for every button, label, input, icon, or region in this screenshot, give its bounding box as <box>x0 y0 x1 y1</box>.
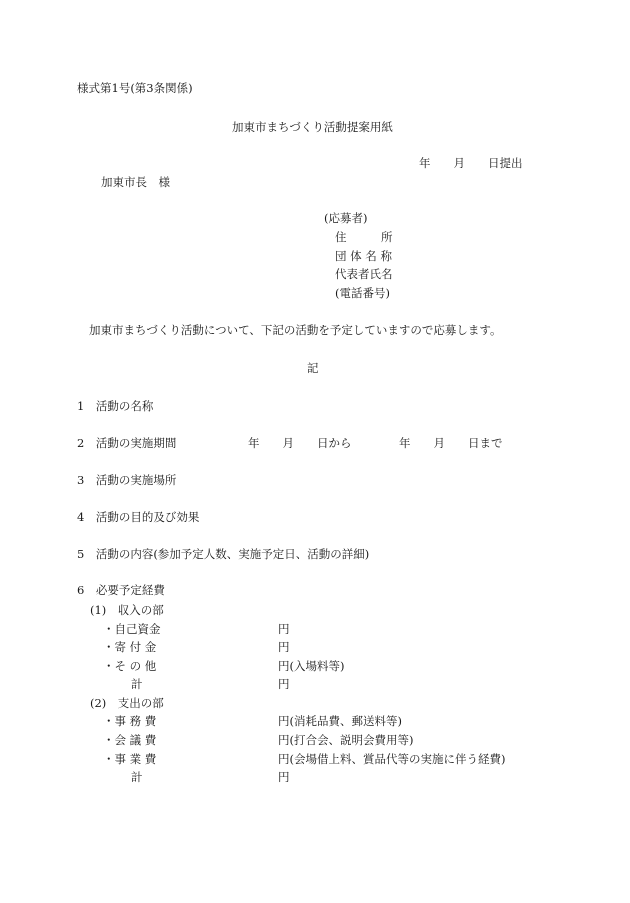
income-row-label: ・寄 付 金 <box>103 640 157 654</box>
item-activity-content: 5 活動の内容(参加予定人数、実施予定日、活動の詳細) <box>77 547 370 561</box>
applicant-address-label: 住 所 <box>335 230 393 244</box>
expense-row-value: 円(消耗品費、郵送料等) <box>278 714 402 728</box>
item-required-expenses: 6 必要予定経費 <box>77 583 165 597</box>
applicant-representative-label: 代表者氏名 <box>335 267 393 281</box>
item-activity-period: 2 活動の実施期間 <box>77 436 177 450</box>
income-heading: (1) 収入の部 <box>90 603 164 617</box>
expense-total-label: 計 <box>131 770 143 784</box>
addressee: 加東市長 様 <box>101 175 170 189</box>
income-row-value: 円 <box>278 622 290 636</box>
expense-row-value: 円(打合会、説明会費用等) <box>278 733 414 747</box>
applicant-group-name-label: 団 体 名 称 <box>335 249 392 263</box>
period-end: 年 月 日まで <box>399 436 503 450</box>
period-start: 年 月 日から <box>248 436 352 450</box>
expense-heading: (2) 支出の部 <box>90 696 164 710</box>
application-statement: 加東市まちづくり活動について、下記の活動を予定していますので応募します。 <box>89 323 502 337</box>
income-total-value: 円 <box>278 677 290 691</box>
submission-date: 年 月 日提出 <box>419 156 523 170</box>
document-title: 加東市まちづくり活動提案用紙 <box>232 120 393 134</box>
item-activity-location: 3 活動の実施場所 <box>77 473 177 487</box>
expense-row-label: ・事 務 費 <box>103 714 157 728</box>
income-row-label: ・そ の 他 <box>103 659 157 673</box>
income-row-label: ・自己資金 <box>103 622 161 636</box>
item-activity-purpose: 4 活動の目的及び効果 <box>77 510 200 524</box>
form-number: 様式第1号(第3条関係) <box>77 81 193 95</box>
income-total-label: 計 <box>131 677 143 691</box>
income-row-value: 円 <box>278 640 290 654</box>
expense-row-label: ・会 議 費 <box>103 733 157 747</box>
expense-row-value: 円(会場借上料、賞品代等の実施に伴う経費) <box>278 752 506 766</box>
item-activity-name: 1 活動の名称 <box>77 399 154 413</box>
expense-row-label: ・事 業 費 <box>103 752 157 766</box>
ki-marker: 記 <box>307 361 319 375</box>
applicant-heading: (応募者) <box>324 211 368 225</box>
income-row-value: 円(入場料等) <box>278 659 345 673</box>
applicant-phone-label: (電話番号) <box>335 286 390 300</box>
expense-total-value: 円 <box>278 770 290 784</box>
